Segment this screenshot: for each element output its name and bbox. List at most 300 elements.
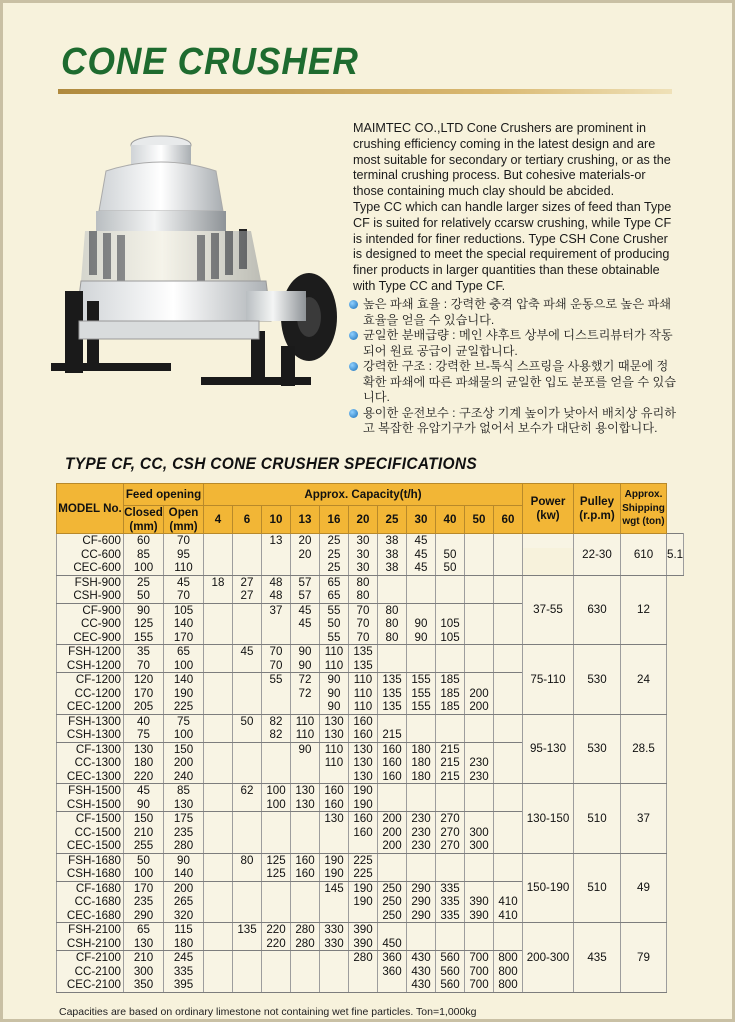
- capacity-cell: [378, 867, 407, 881]
- capacity-cell: 160: [349, 826, 378, 840]
- capacity-cell: [465, 534, 494, 548]
- capacity-cell: 230: [407, 839, 436, 853]
- feed-opening-cell: 65: [164, 645, 204, 659]
- capacity-cell: 280: [291, 923, 320, 937]
- capacity-cell: 130: [320, 728, 349, 742]
- capacity-cell: [378, 853, 407, 867]
- header-capacity-10: 10: [262, 506, 291, 534]
- feed-opening-cell: 235: [164, 826, 204, 840]
- capacity-cell: [465, 561, 494, 575]
- feature-text: 강력한 구조 : 강력한 브-툭식 스프링을 사용했기 때문에 정확한 파쇄에 따른 파쇄물의 균일한 입도 분포를 얻을 수 있습니다.: [363, 359, 677, 404]
- feed-opening-cell: 25: [124, 575, 164, 589]
- capacity-cell: 190: [349, 881, 378, 895]
- feed-opening-cell: 255: [124, 839, 164, 853]
- feed-opening-cell: 395: [164, 978, 204, 992]
- feed-opening-cell: 100: [164, 728, 204, 742]
- pulley-cell: 630: [574, 575, 621, 645]
- capacity-cell: [378, 784, 407, 798]
- capacity-cell: [407, 937, 436, 951]
- capacity-cell: [233, 548, 262, 562]
- capacity-cell: 38: [378, 534, 407, 548]
- capacity-cell: 30: [349, 534, 378, 548]
- capacity-cell: [291, 951, 320, 965]
- feature-text: 용이한 운전보수 : 구조상 기계 높이가 낮아서 배치상 유리하고 복잡한 유압기구가 없어서 보수가 대단히 용이합니다.: [363, 405, 677, 435]
- feed-opening-cell: 300: [124, 965, 164, 979]
- model-cell: CF-1300: [57, 742, 124, 756]
- capacity-cell: [465, 714, 494, 728]
- header-capacity: Approx. Capacity(t/h): [204, 484, 523, 506]
- model-cell: FSH-1500: [57, 784, 124, 798]
- capacity-cell: [465, 673, 494, 687]
- feed-opening-cell: 50: [124, 853, 164, 867]
- capacity-cell: 135: [233, 923, 262, 937]
- model-cell: CSH-1200: [57, 659, 124, 673]
- capacity-cell: [204, 853, 233, 867]
- capacity-cell: 220: [262, 923, 291, 937]
- capacity-cell: [494, 673, 523, 687]
- feed-opening-cell: 85: [124, 548, 164, 562]
- spec-row: [57, 923, 684, 937]
- capacity-cell: 410: [494, 909, 523, 923]
- capacity-cell: [494, 881, 523, 895]
- capacity-cell: [233, 534, 262, 548]
- feed-opening-cell: 130: [124, 937, 164, 951]
- capacity-cell: [465, 812, 494, 826]
- capacity-cell: [291, 978, 320, 992]
- weight-cell: 12: [621, 575, 667, 645]
- model-cell: CF-1200: [57, 673, 124, 687]
- capacity-cell: [204, 770, 233, 784]
- model-cell: CEC-1680: [57, 909, 124, 923]
- capacity-cell: 700: [465, 978, 494, 992]
- feed-opening-cell: 155: [124, 631, 164, 645]
- feed-opening-cell: 265: [164, 895, 204, 909]
- capacity-cell: [204, 965, 233, 979]
- capacity-cell: [407, 645, 436, 659]
- capacity-cell: 270: [436, 826, 465, 840]
- capacity-cell: 190: [349, 895, 378, 909]
- feed-opening-cell: 210: [124, 826, 164, 840]
- feed-opening-cell: 170: [124, 881, 164, 895]
- capacity-cell: [204, 534, 233, 548]
- capacity-cell: 48: [262, 589, 291, 603]
- header-feed-opening: Feed opening: [124, 484, 204, 506]
- capacity-cell: [233, 561, 262, 575]
- capacity-cell: [494, 826, 523, 840]
- feed-opening-cell: 130: [124, 742, 164, 756]
- capacity-cell: [233, 700, 262, 714]
- header-capacity-60: 60: [494, 506, 523, 534]
- capacity-cell: [407, 853, 436, 867]
- capacity-cell: 180: [407, 742, 436, 756]
- feature-item: [349, 297, 679, 328]
- capacity-cell: [320, 839, 349, 853]
- capacity-cell: [204, 673, 233, 687]
- capacity-cell: 90: [320, 687, 349, 701]
- power-cell: 200-300: [523, 923, 574, 993]
- power-cell: 130-150: [523, 784, 574, 854]
- feed-opening-cell: 70: [164, 589, 204, 603]
- capacity-cell: 130: [291, 798, 320, 812]
- feed-opening-cell: 120: [124, 673, 164, 687]
- header-capacity-6: 6: [233, 506, 262, 534]
- page-title: CONE CRUSHER: [61, 41, 359, 83]
- power-cell: 75-110: [523, 645, 574, 715]
- header-capacity-40: 40: [436, 506, 465, 534]
- capacity-cell: 190: [320, 853, 349, 867]
- capacity-cell: [204, 867, 233, 881]
- capacity-cell: [407, 728, 436, 742]
- capacity-cell: 50: [320, 617, 349, 631]
- capacity-cell: 160: [349, 812, 378, 826]
- capacity-cell: [320, 978, 349, 992]
- capacity-cell: [378, 923, 407, 937]
- capacity-cell: [349, 839, 378, 853]
- capacity-cell: [291, 700, 320, 714]
- capacity-cell: 250: [378, 895, 407, 909]
- capacity-cell: 185: [436, 700, 465, 714]
- capacity-cell: 110: [320, 742, 349, 756]
- capacity-cell: [494, 631, 523, 645]
- header-capacity-20: 20: [349, 506, 378, 534]
- capacity-cell: 145: [320, 881, 349, 895]
- capacity-cell: [204, 687, 233, 701]
- feed-opening-cell: 35: [124, 645, 164, 659]
- capacity-cell: 200: [378, 812, 407, 826]
- capacity-cell: 25: [320, 534, 349, 548]
- capacity-cell: 250: [378, 881, 407, 895]
- capacity-cell: 50: [233, 714, 262, 728]
- header-capacity-13: 13: [291, 506, 320, 534]
- capacity-cell: 18: [204, 575, 233, 589]
- capacity-cell: [233, 659, 262, 673]
- capacity-cell: 700: [465, 951, 494, 965]
- capacity-cell: [291, 812, 320, 826]
- feed-opening-cell: 180: [124, 756, 164, 770]
- capacity-cell: [291, 909, 320, 923]
- capacity-cell: [465, 589, 494, 603]
- capacity-cell: 335: [436, 895, 465, 909]
- capacity-cell: [320, 951, 349, 965]
- capacity-cell: 270: [436, 839, 465, 853]
- capacity-cell: 110: [349, 687, 378, 701]
- capacity-cell: 135: [349, 645, 378, 659]
- capacity-cell: 90: [407, 631, 436, 645]
- capacity-cell: 110: [349, 673, 378, 687]
- feed-opening-cell: 140: [164, 673, 204, 687]
- capacity-cell: 160: [378, 742, 407, 756]
- capacity-cell: [436, 534, 465, 548]
- capacity-cell: 200: [378, 839, 407, 853]
- capacity-cell: [262, 839, 291, 853]
- capacity-cell: 160: [320, 798, 349, 812]
- capacity-cell: 390: [465, 895, 494, 909]
- capacity-cell: [494, 659, 523, 673]
- model-cell: CSH-1300: [57, 728, 124, 742]
- capacity-cell: 100: [262, 798, 291, 812]
- capacity-cell: [349, 909, 378, 923]
- bullet-dot-icon: [349, 409, 358, 418]
- capacity-cell: 105: [436, 631, 465, 645]
- weight-cell: 79: [621, 923, 667, 993]
- spec-row: [57, 853, 684, 867]
- capacity-cell: 230: [407, 812, 436, 826]
- capacity-cell: 280: [349, 951, 378, 965]
- bullet-dot-icon: [349, 362, 358, 371]
- feed-opening-cell: 180: [164, 937, 204, 951]
- capacity-cell: [291, 561, 320, 575]
- feed-opening-cell: 100: [164, 659, 204, 673]
- capacity-cell: 390: [349, 923, 378, 937]
- capacity-cell: 72: [291, 687, 320, 701]
- capacity-cell: [465, 784, 494, 798]
- capacity-cell: 90: [320, 700, 349, 714]
- capacity-cell: 130: [349, 742, 378, 756]
- capacity-cell: [233, 937, 262, 951]
- weight-cell: 28.5: [621, 714, 667, 784]
- capacity-cell: [465, 631, 494, 645]
- capacity-cell: [262, 826, 291, 840]
- capacity-cell: [494, 728, 523, 742]
- capacity-cell: 130: [349, 756, 378, 770]
- feed-opening-cell: 115: [164, 923, 204, 937]
- capacity-cell: 430: [407, 978, 436, 992]
- capacity-cell: [494, 839, 523, 853]
- capacity-cell: [465, 645, 494, 659]
- capacity-cell: [465, 728, 494, 742]
- capacity-cell: [262, 812, 291, 826]
- capacity-cell: [204, 951, 233, 965]
- capacity-cell: 225: [349, 867, 378, 881]
- capacity-cell: [204, 909, 233, 923]
- capacity-cell: 90: [291, 659, 320, 673]
- capacity-cell: 155: [407, 687, 436, 701]
- capacity-cell: 30: [349, 548, 378, 562]
- feed-opening-cell: 235: [124, 895, 164, 909]
- capacity-cell: 185: [436, 687, 465, 701]
- capacity-cell: 330: [320, 923, 349, 937]
- capacity-cell: 135: [378, 687, 407, 701]
- capacity-cell: 270: [436, 812, 465, 826]
- feed-opening-cell: 130: [164, 798, 204, 812]
- capacity-cell: 45: [291, 603, 320, 617]
- capacity-cell: 290: [407, 909, 436, 923]
- capacity-cell: [204, 548, 233, 562]
- capacity-cell: 25: [320, 561, 349, 575]
- power-cell: 95-130: [523, 714, 574, 784]
- feed-opening-cell: 210: [124, 951, 164, 965]
- capacity-cell: 70: [262, 659, 291, 673]
- capacity-cell: 65: [320, 575, 349, 589]
- spec-table-title: TYPE CF, CC, CSH CONE CRUSHER SPECIFICATIONS: [65, 455, 477, 473]
- feed-opening-cell: 150: [164, 742, 204, 756]
- capacity-cell: [233, 895, 262, 909]
- header-capacity-25: 25: [378, 506, 407, 534]
- capacity-cell: 125: [262, 853, 291, 867]
- model-cell: CF-1500: [57, 812, 124, 826]
- feed-opening-cell: 280: [164, 839, 204, 853]
- capacity-cell: 190: [349, 798, 378, 812]
- capacity-cell: 110: [320, 659, 349, 673]
- power-cell: 22-30: [574, 534, 621, 576]
- model-cell: CEC-1500: [57, 839, 124, 853]
- capacity-cell: [436, 714, 465, 728]
- capacity-cell: 82: [262, 714, 291, 728]
- weight-cell: 24: [621, 645, 667, 715]
- capacity-cell: [349, 965, 378, 979]
- capacity-cell: 48: [262, 575, 291, 589]
- header-weight: Approx. Shipping wgt (ton): [621, 484, 667, 534]
- capacity-cell: [204, 923, 233, 937]
- capacity-cell: 360: [378, 965, 407, 979]
- capacity-cell: 80: [349, 575, 378, 589]
- capacity-cell: 155: [407, 700, 436, 714]
- model-cell: CSH-2100: [57, 937, 124, 951]
- pulley-cell: 530: [574, 714, 621, 784]
- capacity-cell: [436, 728, 465, 742]
- feed-opening-cell: 205: [124, 700, 164, 714]
- capacity-cell: 290: [407, 881, 436, 895]
- capacity-cell: 160: [349, 714, 378, 728]
- capacity-cell: [204, 839, 233, 853]
- capacity-cell: 72: [291, 673, 320, 687]
- model-cell: FSH-1200: [57, 645, 124, 659]
- model-cell: CEC-1300: [57, 770, 124, 784]
- capacity-cell: [291, 826, 320, 840]
- capacity-cell: [262, 700, 291, 714]
- capacity-cell: [378, 589, 407, 603]
- feed-opening-cell: 90: [164, 853, 204, 867]
- header-capacity-16: 16: [320, 506, 349, 534]
- capacity-cell: 160: [291, 867, 320, 881]
- feed-opening-cell: 200: [164, 756, 204, 770]
- capacity-cell: [204, 798, 233, 812]
- feed-opening-cell: 350: [124, 978, 164, 992]
- capacity-cell: 62: [233, 784, 262, 798]
- capacity-cell: 30: [349, 561, 378, 575]
- capacity-cell: 280: [291, 937, 320, 951]
- capacity-cell: 135: [378, 673, 407, 687]
- capacity-cell: [233, 756, 262, 770]
- capacity-cell: [494, 589, 523, 603]
- capacity-cell: 360: [378, 951, 407, 965]
- capacity-cell: [291, 631, 320, 645]
- capacity-cell: 390: [349, 937, 378, 951]
- capacity-cell: [407, 798, 436, 812]
- capacity-cell: [320, 895, 349, 909]
- capacity-cell: 27: [233, 589, 262, 603]
- capacity-cell: [233, 909, 262, 923]
- capacity-cell: 800: [494, 965, 523, 979]
- capacity-cell: 82: [262, 728, 291, 742]
- feed-opening-cell: 150: [124, 812, 164, 826]
- capacity-cell: 160: [378, 756, 407, 770]
- feed-opening-cell: 110: [164, 561, 204, 575]
- capacity-cell: [407, 784, 436, 798]
- capacity-cell: [494, 561, 523, 575]
- feed-opening-cell: 240: [164, 770, 204, 784]
- capacity-cell: [465, 798, 494, 812]
- capacity-cell: 20: [291, 548, 320, 562]
- capacity-cell: [378, 798, 407, 812]
- pulley-cell: 610: [621, 534, 667, 576]
- intro-paragraph-2: Type CC which can handle larger sizes of feed than Type CF is suited for relatively ccarsw crushing, while Type CF is intended for finer reductions. Type CSH Cone Crusher is designed to meet the special requirement of producing finer products in larger quantities than these obtainable with Type CC and Type CF.: [353, 199, 672, 293]
- capacity-cell: [262, 770, 291, 784]
- weight-cell: 49: [621, 853, 667, 923]
- capacity-cell: [494, 770, 523, 784]
- capacity-cell: [494, 700, 523, 714]
- capacity-cell: [204, 714, 233, 728]
- feed-opening-cell: 225: [164, 700, 204, 714]
- capacity-cell: 190: [349, 784, 378, 798]
- capacity-cell: [378, 978, 407, 992]
- capacity-cell: [494, 742, 523, 756]
- capacity-cell: [523, 534, 574, 548]
- capacity-cell: [465, 881, 494, 895]
- capacity-cell: [262, 561, 291, 575]
- capacity-cell: [233, 603, 262, 617]
- capacity-cell: [494, 784, 523, 798]
- capacity-cell: [465, 603, 494, 617]
- capacity-cell: [436, 867, 465, 881]
- capacity-cell: 130: [320, 714, 349, 728]
- feed-opening-cell: 220: [124, 770, 164, 784]
- capacity-cell: [494, 714, 523, 728]
- capacity-cell: 100: [262, 784, 291, 798]
- capacity-cell: [204, 617, 233, 631]
- capacity-cell: [233, 742, 262, 756]
- feed-opening-cell: 75: [164, 714, 204, 728]
- title-underline: [58, 89, 672, 94]
- spec-row: [57, 534, 684, 548]
- capacity-cell: 220: [262, 937, 291, 951]
- capacity-cell: [494, 548, 523, 562]
- capacity-cell: 160: [320, 784, 349, 798]
- capacity-cell: 130: [291, 784, 320, 798]
- capacity-cell: [378, 645, 407, 659]
- capacity-cell: [494, 853, 523, 867]
- capacity-cell: 70: [349, 603, 378, 617]
- capacity-cell: 335: [436, 909, 465, 923]
- capacity-cell: [494, 756, 523, 770]
- feed-opening-cell: 50: [124, 589, 164, 603]
- capacity-cell: [233, 839, 262, 853]
- capacity-cell: [436, 659, 465, 673]
- capacity-cell: [233, 798, 262, 812]
- capacity-cell: 37: [262, 603, 291, 617]
- model-cell: CC-2100: [57, 965, 124, 979]
- capacity-cell: [204, 895, 233, 909]
- capacity-cell: 45: [291, 617, 320, 631]
- model-cell: CF-1680: [57, 881, 124, 895]
- capacity-cell: 185: [436, 673, 465, 687]
- model-cell: CF-2100: [57, 951, 124, 965]
- capacity-cell: [320, 965, 349, 979]
- cone-crusher-photo: [51, 131, 341, 393]
- capacity-cell: 50: [436, 561, 465, 575]
- capacity-cell: [494, 798, 523, 812]
- feed-opening-cell: 100: [124, 561, 164, 575]
- capacity-cell: 300: [465, 826, 494, 840]
- capacity-cell: 160: [291, 853, 320, 867]
- bullet-dot-icon: [349, 331, 358, 340]
- capacity-cell: 335: [436, 881, 465, 895]
- capacity-cell: [378, 714, 407, 728]
- capacity-cell: [262, 742, 291, 756]
- capacity-cell: 215: [436, 742, 465, 756]
- capacity-cell: [204, 589, 233, 603]
- weight-cell: 5.1: [667, 534, 684, 576]
